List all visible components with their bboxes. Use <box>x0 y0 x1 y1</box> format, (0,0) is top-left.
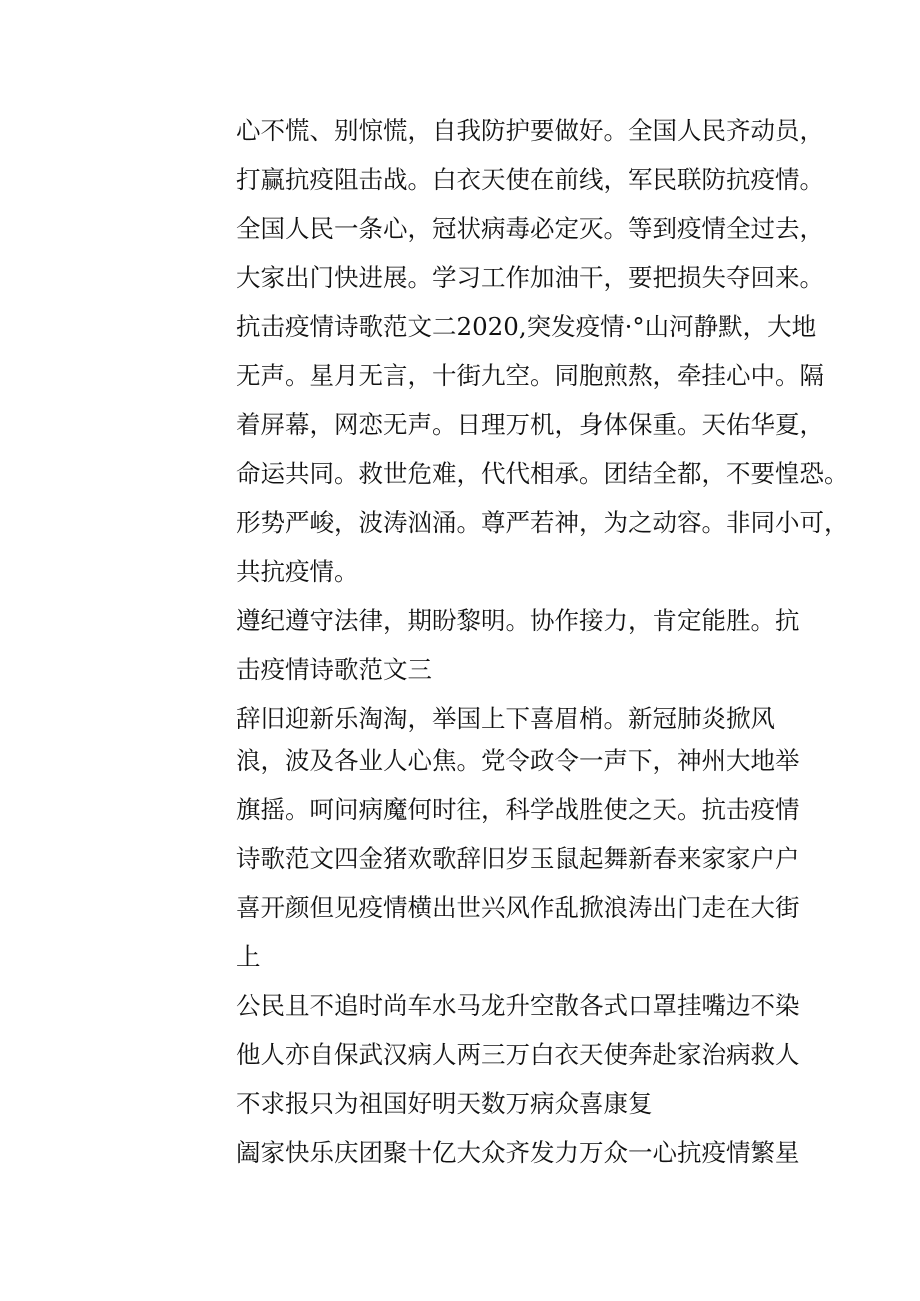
text-line: 着屏幕，网恋无声。日理万机，身体保重。天佑华夏， <box>236 410 824 439</box>
text-line: 全国人民一条心，冠状病毒必定灭。等到疫情全过去， <box>236 214 824 243</box>
text-line: 大家出门快进展。学习工作加油干，要把损失夺回来。 <box>236 263 824 292</box>
text-line: 打赢抗疫阻击战。白衣天使在前线，军民联防抗疫情。 <box>236 165 824 194</box>
text-line: 辞旧迎新乐淘淘，举国上下喜眉梢。新冠肺炎掀风 <box>236 704 775 733</box>
text-line: 诗歌范文四金猪欢歌辞旧岁玉鼠起舞新春来家家户户 <box>236 844 800 873</box>
text-line: 阖家快乐庆团聚十亿大众齐发力万众一心抗疫情繁星 <box>236 1138 800 1167</box>
section-heading: 击疫情诗歌范文三 <box>236 655 432 684</box>
text-line: 遵纪遵守法律，期盼黎明。协作接力，肯定能胜。抗 <box>236 606 800 635</box>
text-line: 形势严峻，波涛汹涌。尊严若神，为之动容。非同小可， <box>236 508 849 537</box>
text-line: 浪，波及各业人心焦。党令政令一声下，神州大地举 <box>236 746 800 775</box>
text-line: 无声。星月无言，十街九空。同胞煎熬，牵挂心中。隔 <box>236 361 824 390</box>
text-line: 心不慌、别惊慌，自我防护要做好。全国人民齐动员， <box>236 116 824 145</box>
text-line: 抗击疫情诗歌范文二2020,突发疫情·°山河静默，大地 <box>236 312 817 341</box>
text-line: 命运共同。救世危难，代代相承。团结全都，不要惶恐。 <box>236 459 849 488</box>
text-line: 他人亦自保武汉病人两三万白衣天使奔赴家治病救人 <box>236 1040 800 1069</box>
text-line: 喜开颜但见疫情横出世兴风作乱掀浪涛出门走在大街 <box>236 893 800 922</box>
text-line: 公民且不追时尚车水马龙升空散各式口罩挂嘴边不染 <box>236 991 800 1020</box>
text-line: 旗摇。呵问病魔何时往，科学战胜使之天。抗击疫情 <box>236 795 800 824</box>
text-line: 不求报只为祖国好明天数万病众喜康复 <box>236 1089 653 1118</box>
text-line: 上 <box>236 942 261 971</box>
text-line: 共抗疫情。 <box>236 557 359 586</box>
